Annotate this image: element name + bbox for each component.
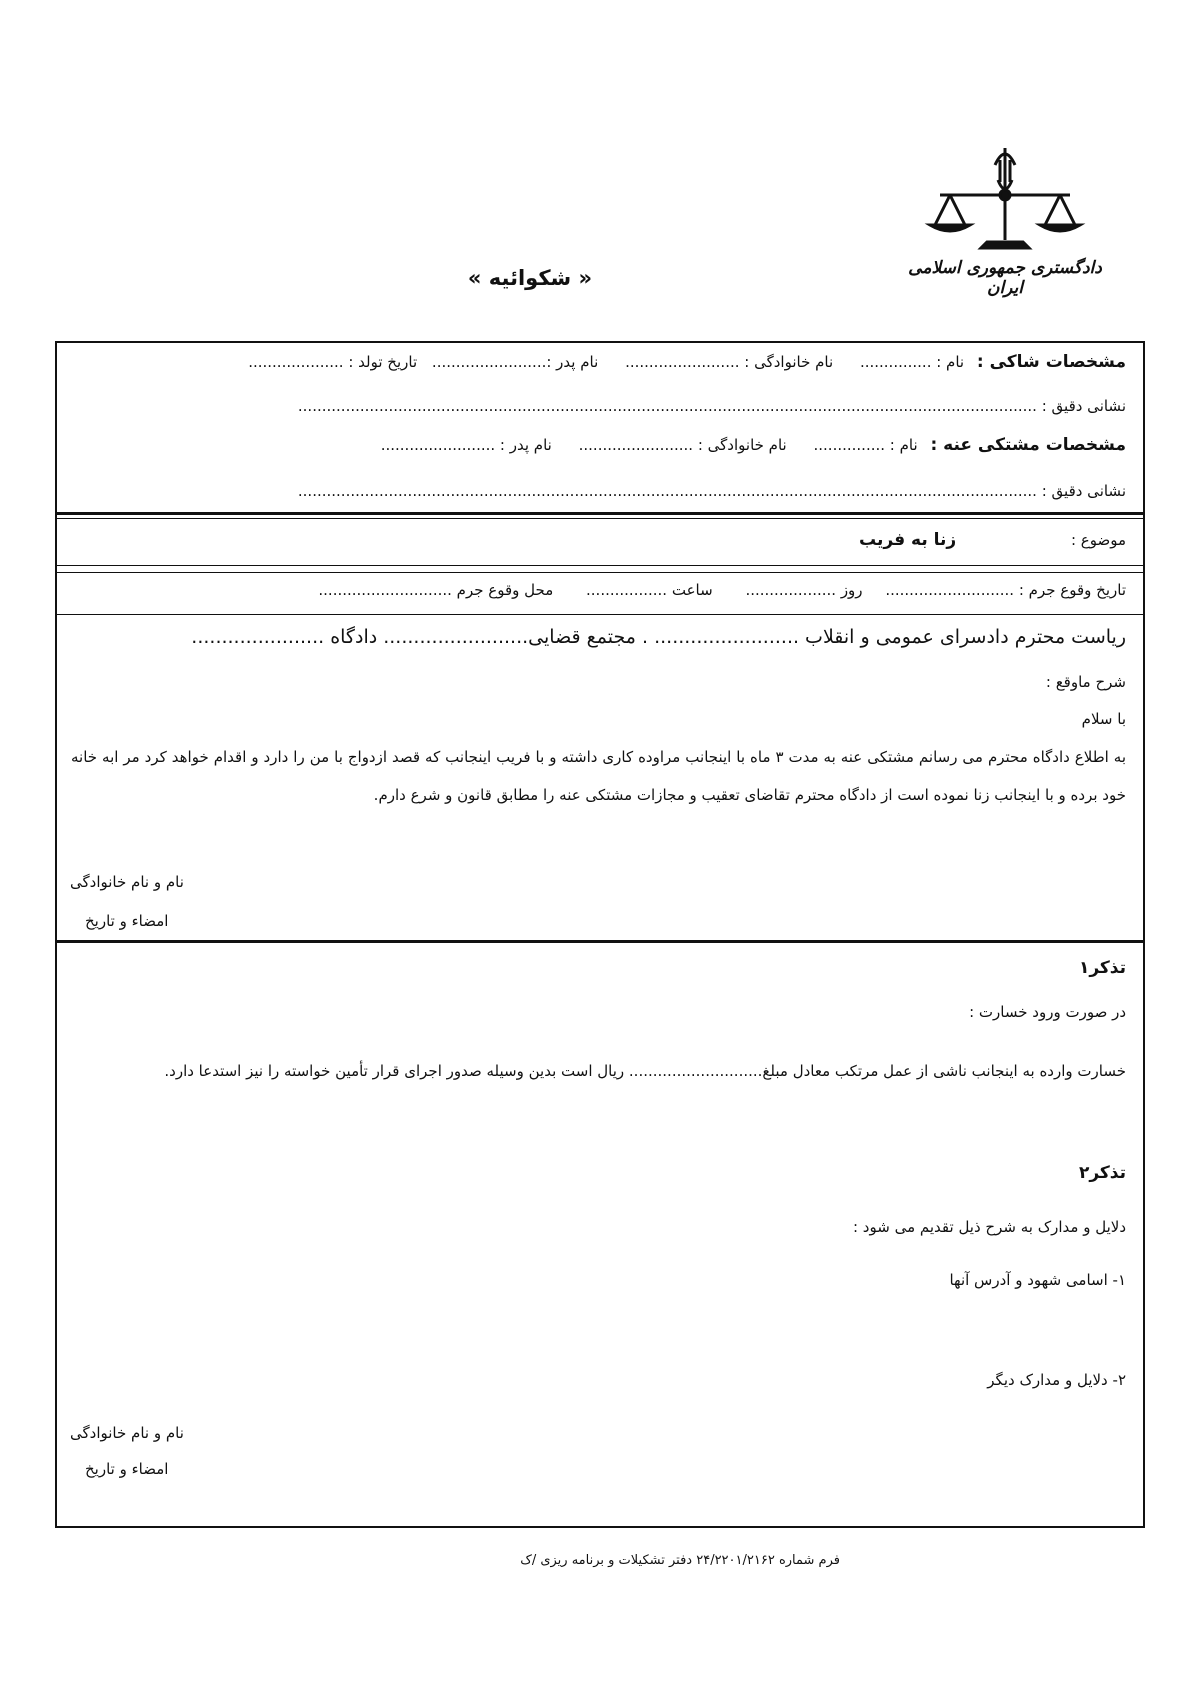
- addressee-line[interactable]: ریاست محترم دادسرای عمومی و انقلاب ........................ . مجتمع قضایی........................ دادگاه ......................: [191, 626, 1126, 648]
- divider-parties: [55, 512, 1145, 515]
- subject-label: موضوع :: [1070, 531, 1126, 549]
- form-frame: [55, 341, 1145, 1528]
- crime-row: [318, 581, 1126, 599]
- note2-item1[interactable]: ۱- اسامی شهود و آدرس آنها: [949, 1271, 1126, 1289]
- defendant-father[interactable]: نام پدر : ........................: [380, 436, 552, 454]
- divider-parties-inner: [55, 518, 1145, 519]
- divider-subject-inner: [55, 572, 1145, 573]
- description-text[interactable]: به اطلاع دادگاه محترم می رسانم مشتکی عنه به مدت ۳ ماه با اینجانب مراوده کاری داشته و با فریب اینجانب که قصد ازدواج با من را دارد و اقدام خواهد کرد مر ابه خانه خود برده و با اینجانب زنا نموده است از دادگاه محترم تقاضای تعقیب و مجازات مشتکی عنه را مطابق قانون و شرع دارم.: [71, 748, 1126, 804]
- note1-heading: تذکر۱: [1078, 958, 1126, 978]
- description-greeting: با سلام: [1081, 710, 1126, 728]
- defendant-address[interactable]: نشانی دقیق : ...........................................................................................................................................................: [297, 482, 1126, 500]
- complainant-row: [248, 352, 1126, 372]
- defendant-row: [381, 435, 1126, 455]
- divider-crime: [55, 614, 1145, 615]
- emblem-label: دادگستری جمهوری اسلامی ایران: [908, 258, 1102, 298]
- complainant-name[interactable]: نام : ...............: [859, 353, 965, 371]
- divider-subject: [55, 565, 1145, 566]
- defendant-family[interactable]: نام خانوادگی : ........................: [578, 436, 787, 454]
- complainant-heading: مشخصات شاکی :: [976, 352, 1126, 372]
- crime-day[interactable]: روز ...................: [745, 581, 863, 599]
- signature1-name: نام و نام خانوادگی: [70, 873, 184, 891]
- note2-heading: تذکر۲: [1078, 1163, 1126, 1183]
- judiciary-emblem-icon: [905, 140, 1105, 255]
- signature1-sign: امضاء و تاریخ: [85, 912, 169, 930]
- divider-description: [55, 940, 1145, 943]
- crime-place[interactable]: محل وقوع جرم ............................: [318, 581, 554, 599]
- form-title: « شکوائیه »: [467, 266, 593, 290]
- crime-time[interactable]: ساعت .................: [586, 581, 713, 599]
- note1-line1: در صورت ورود خسارت :: [969, 1003, 1126, 1021]
- emblem: [905, 140, 1105, 298]
- complainant-father[interactable]: نام پدر :........................: [431, 353, 599, 371]
- signature2-sign: امضاء و تاریخ: [85, 1460, 169, 1478]
- complainant-address[interactable]: نشانی دقیق : ...........................................................................................................................................................: [297, 397, 1126, 415]
- signature2-name: نام و نام خانوادگی: [70, 1424, 184, 1442]
- subject-row: [859, 530, 1126, 550]
- form-footer: فرم شماره ۲۴/۲۲۰۱/۲۱۶۲ دفتر تشکیلات و برنامه ریزی /ک: [520, 1553, 840, 1568]
- description-label: شرح ماوقع :: [1045, 673, 1126, 691]
- complainant-birth[interactable]: تاریخ تولد : ....................: [248, 353, 418, 371]
- defendant-heading: مشخصات مشتکی عنه :: [930, 435, 1126, 455]
- note2-item2[interactable]: ۲- دلایل و مدارک دیگر: [987, 1371, 1126, 1389]
- subject-value[interactable]: زنا به فریب: [859, 530, 957, 550]
- crime-date[interactable]: تاریخ وقوع جرم : ...........................: [885, 581, 1126, 599]
- complainant-family[interactable]: نام خانوادگی : ........................: [625, 353, 834, 371]
- note2-line1: دلایل و مدارک به شرح ذیل تقدیم می شود :: [852, 1218, 1126, 1236]
- defendant-name[interactable]: نام : ...............: [813, 436, 918, 454]
- note1-text[interactable]: خسارت وارده به اینجانب ناشی از عمل مرتکب معادل مبلغ............................ ریال است بدین وسیله صدور اجرای قرار تأمین خواسته را نیز استدعا دارد.: [164, 1062, 1126, 1080]
